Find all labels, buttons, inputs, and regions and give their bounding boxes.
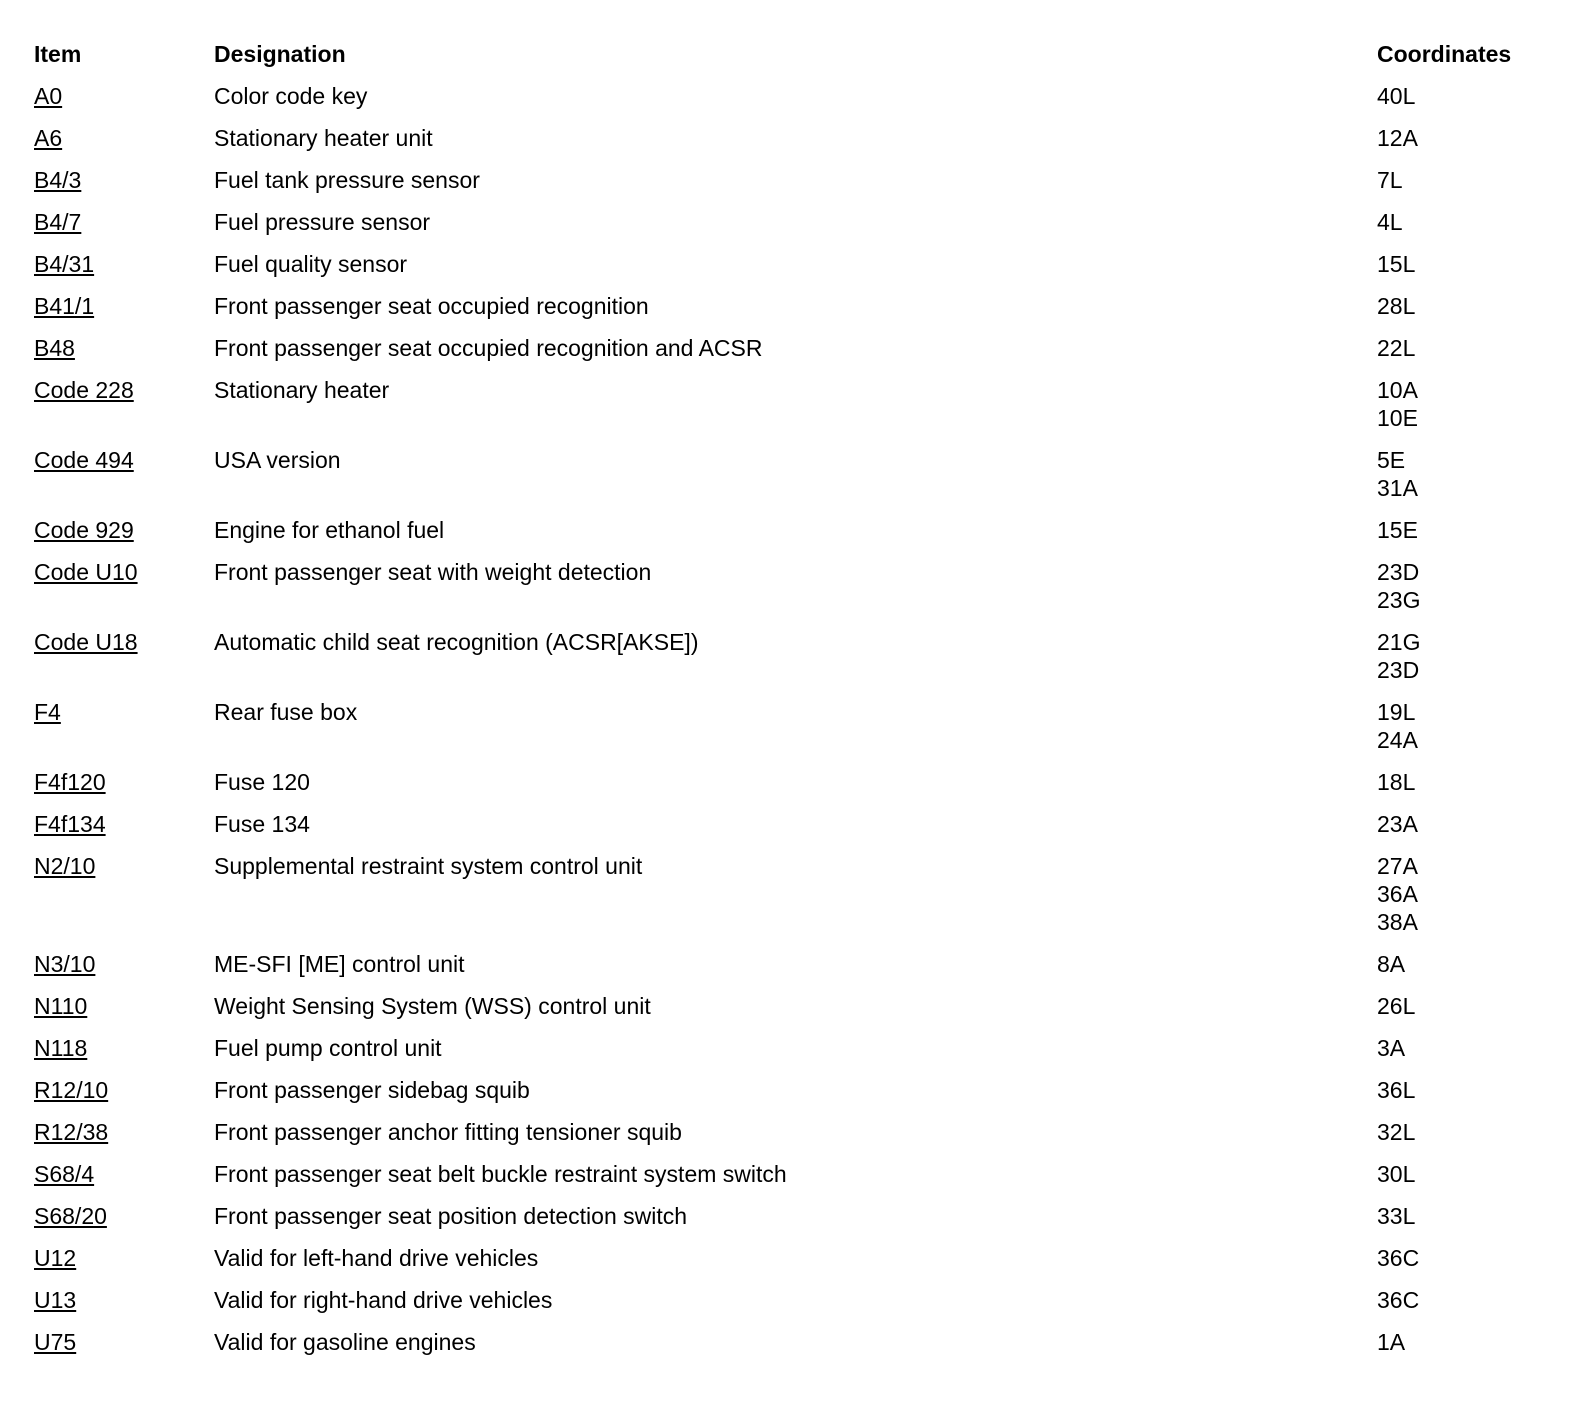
item-link[interactable]: U75 xyxy=(34,1329,77,1355)
item-cell xyxy=(34,852,214,880)
coordinate-value: 10E xyxy=(1377,405,1418,431)
coordinates-cell xyxy=(1377,446,1554,502)
coordinate-value: 8A xyxy=(1377,951,1406,977)
coordinates-cell xyxy=(1377,1328,1554,1356)
coordinate-value: 30L xyxy=(1377,1161,1416,1187)
coordinates-cell xyxy=(1377,1034,1554,1062)
component-legend-table xyxy=(34,40,1554,1370)
designation-cell: Fuel tank pressure sensor xyxy=(214,167,480,193)
designation-cell: Fuse 134 xyxy=(214,811,310,837)
coordinates-cell xyxy=(1377,1076,1554,1104)
coordinate-value: 36C xyxy=(1377,1245,1420,1271)
item-link[interactable]: N110 xyxy=(34,993,88,1019)
item-link[interactable]: N3/10 xyxy=(34,951,96,977)
item-cell xyxy=(34,810,214,838)
item-cell xyxy=(34,628,214,656)
item-cell xyxy=(34,1076,214,1104)
item-cell xyxy=(34,1034,214,1062)
item-cell xyxy=(34,250,214,278)
designation-cell: Rear fuse box xyxy=(214,699,358,725)
coordinate-value: 22L xyxy=(1377,335,1416,361)
coordinates-column-header: Coordinates xyxy=(1377,41,1512,67)
item-cell xyxy=(34,1160,214,1188)
item-link[interactable]: S68/20 xyxy=(34,1203,107,1229)
table-row xyxy=(34,810,1554,852)
designation-cell: Color code key xyxy=(214,83,368,109)
coordinate-value: 3A xyxy=(1377,1035,1406,1061)
designation-cell: Supplemental restraint system control unit xyxy=(214,853,643,879)
item-cell xyxy=(34,334,214,362)
item-link[interactable]: N118 xyxy=(34,1035,88,1061)
coordinate-value: 36C xyxy=(1377,1287,1420,1313)
item-cell xyxy=(34,516,214,544)
table-row xyxy=(34,1202,1554,1244)
designation-cell: Front passenger sidebag squib xyxy=(214,1077,530,1103)
item-column-header: Item xyxy=(34,41,82,67)
item-link[interactable]: F4 xyxy=(34,699,61,725)
item-link[interactable]: Code U10 xyxy=(34,559,138,585)
coordinates-cell xyxy=(1377,698,1554,754)
coordinate-value: 38A xyxy=(1377,909,1418,935)
item-link[interactable]: U13 xyxy=(34,1287,77,1313)
coordinate-value: 5E xyxy=(1377,447,1406,473)
coordinate-value: 7L xyxy=(1377,167,1403,193)
table-row xyxy=(34,208,1554,250)
item-cell xyxy=(34,1202,214,1230)
item-link[interactable]: B4/31 xyxy=(34,251,95,277)
coordinates-cell xyxy=(1377,1286,1554,1314)
table-row xyxy=(34,1286,1554,1328)
item-cell xyxy=(34,768,214,796)
designation-cell: Fuel pressure sensor xyxy=(214,209,431,235)
coordinate-value: 12A xyxy=(1377,125,1418,151)
coordinate-value: 31A xyxy=(1377,475,1418,501)
coordinates-cell xyxy=(1377,810,1554,838)
designation-cell: Engine for ethanol fuel xyxy=(214,517,445,543)
item-link[interactable]: N2/10 xyxy=(34,853,96,879)
coordinates-cell xyxy=(1377,124,1554,152)
table-row xyxy=(34,950,1554,992)
coordinates-cell xyxy=(1377,292,1554,320)
coordinate-value: 23D xyxy=(1377,657,1420,683)
table-row xyxy=(34,1328,1554,1370)
item-cell xyxy=(34,446,214,474)
item-cell xyxy=(34,698,214,726)
designation-cell: Front passenger seat occupied recognition xyxy=(214,293,649,319)
header-row xyxy=(34,40,1554,82)
item-cell xyxy=(34,1118,214,1146)
item-link[interactable]: R12/10 xyxy=(34,1077,109,1103)
coordinate-value: 19L xyxy=(1377,699,1416,725)
designation-cell: Fuel pump control unit xyxy=(214,1035,442,1061)
item-link[interactable]: F4f120 xyxy=(34,769,106,795)
item-link[interactable]: B4/7 xyxy=(34,209,82,235)
table-row xyxy=(34,250,1554,292)
designation-cell: Automatic child seat recognition (ACSR[AKSE]) xyxy=(214,629,699,655)
table-row xyxy=(34,446,1554,516)
coordinate-value: 36L xyxy=(1377,1077,1416,1103)
coordinates-cell xyxy=(1377,334,1554,362)
item-link[interactable]: R12/38 xyxy=(34,1119,109,1145)
designation-cell: Valid for gasoline engines xyxy=(214,1329,476,1355)
coordinate-value: 26L xyxy=(1377,993,1416,1019)
coordinates-cell xyxy=(1377,516,1554,544)
item-link[interactable]: F4f134 xyxy=(34,811,106,837)
item-cell xyxy=(34,208,214,236)
table-row xyxy=(34,698,1554,768)
coordinate-value: 36A xyxy=(1377,881,1418,907)
item-cell xyxy=(34,1328,214,1356)
coordinate-value: 33L xyxy=(1377,1203,1416,1229)
item-link[interactable]: A6 xyxy=(34,125,63,151)
coordinates-cell xyxy=(1377,166,1554,194)
item-cell xyxy=(34,1286,214,1314)
table-row xyxy=(34,628,1554,698)
table-row xyxy=(34,516,1554,558)
item-cell xyxy=(34,1244,214,1272)
table-row xyxy=(34,334,1554,376)
designation-cell: Front passenger seat belt buckle restraint system switch xyxy=(214,1161,787,1187)
designation-cell: Front passenger seat with weight detection xyxy=(214,559,652,585)
item-cell xyxy=(34,82,214,110)
coordinate-value: 18L xyxy=(1377,769,1416,795)
table-row xyxy=(34,376,1554,446)
coordinates-cell xyxy=(1377,1202,1554,1230)
coordinates-cell xyxy=(1377,768,1554,796)
designation-cell: Fuel quality sensor xyxy=(214,251,408,277)
table-row xyxy=(34,992,1554,1034)
coordinates-cell xyxy=(1377,208,1554,236)
designation-column-header: Designation xyxy=(214,41,346,67)
coordinate-value: 1A xyxy=(1377,1329,1406,1355)
designation-cell: ME-SFI [ME] control unit xyxy=(214,951,465,977)
item-cell xyxy=(34,292,214,320)
designation-cell: Weight Sensing System (WSS) control unit xyxy=(214,993,651,1019)
designation-cell: Front passenger seat position detection switch xyxy=(214,1203,688,1229)
table-row xyxy=(34,82,1554,124)
designation-cell: Stationary heater xyxy=(214,377,390,403)
item-link[interactable]: Code 228 xyxy=(34,377,134,403)
coordinate-value: 15E xyxy=(1377,517,1418,543)
coordinates-cell xyxy=(1377,1160,1554,1188)
item-link[interactable]: B41/1 xyxy=(34,293,95,319)
coordinate-value: 23D xyxy=(1377,559,1420,585)
coordinates-cell xyxy=(1377,852,1554,936)
item-link[interactable]: A0 xyxy=(34,83,63,109)
item-cell xyxy=(34,950,214,978)
coordinates-cell xyxy=(1377,250,1554,278)
table-row xyxy=(34,1160,1554,1202)
coordinate-value: 23A xyxy=(1377,811,1418,837)
item-cell xyxy=(34,992,214,1020)
designation-cell: USA version xyxy=(214,447,341,473)
table-row xyxy=(34,558,1554,628)
item-link[interactable]: B4/3 xyxy=(34,167,82,193)
coordinate-value: 4L xyxy=(1377,209,1403,235)
coordinates-cell xyxy=(1377,1244,1554,1272)
coordinates-cell xyxy=(1377,992,1554,1020)
designation-cell: Valid for left-hand drive vehicles xyxy=(214,1245,539,1271)
table-row xyxy=(34,124,1554,166)
item-link[interactable]: B48 xyxy=(34,335,75,361)
item-link[interactable]: U12 xyxy=(34,1245,77,1271)
item-cell xyxy=(34,558,214,586)
table-row xyxy=(34,166,1554,208)
coordinates-cell xyxy=(1377,628,1554,684)
coordinate-value: 15L xyxy=(1377,251,1416,277)
item-cell xyxy=(34,166,214,194)
table-row xyxy=(34,1118,1554,1160)
table-row xyxy=(34,292,1554,334)
item-link[interactable]: S68/4 xyxy=(34,1161,95,1187)
coordinate-value: 23G xyxy=(1377,587,1421,613)
coordinate-value: 40L xyxy=(1377,83,1416,109)
designation-cell: Front passenger anchor fitting tensioner squib xyxy=(214,1119,682,1145)
coordinates-cell xyxy=(1377,376,1554,432)
table-row xyxy=(34,768,1554,810)
coordinates-cell xyxy=(1377,82,1554,110)
table-row xyxy=(34,1034,1554,1076)
item-link[interactable]: Code 494 xyxy=(34,447,134,473)
table-row xyxy=(34,1076,1554,1118)
coordinate-value: 24A xyxy=(1377,727,1418,753)
item-link[interactable]: Code 929 xyxy=(34,517,134,543)
table-row xyxy=(34,852,1554,950)
table-body xyxy=(34,82,1554,1370)
coordinate-value: 10A xyxy=(1377,377,1418,403)
designation-cell: Stationary heater unit xyxy=(214,125,433,151)
designation-cell: Fuse 120 xyxy=(214,769,310,795)
coordinate-value: 21G xyxy=(1377,629,1421,655)
item-cell xyxy=(34,376,214,404)
designation-cell: Front passenger seat occupied recognition and ACSR xyxy=(214,335,763,361)
item-link[interactable]: Code U18 xyxy=(34,629,138,655)
coordinates-cell xyxy=(1377,950,1554,978)
coordinates-cell xyxy=(1377,1118,1554,1146)
table-row xyxy=(34,1244,1554,1286)
coordinate-value: 28L xyxy=(1377,293,1416,319)
item-cell xyxy=(34,124,214,152)
coordinate-value: 32L xyxy=(1377,1119,1416,1145)
coordinate-value: 27A xyxy=(1377,853,1418,879)
coordinates-cell xyxy=(1377,558,1554,614)
designation-cell: Valid for right-hand drive vehicles xyxy=(214,1287,553,1313)
